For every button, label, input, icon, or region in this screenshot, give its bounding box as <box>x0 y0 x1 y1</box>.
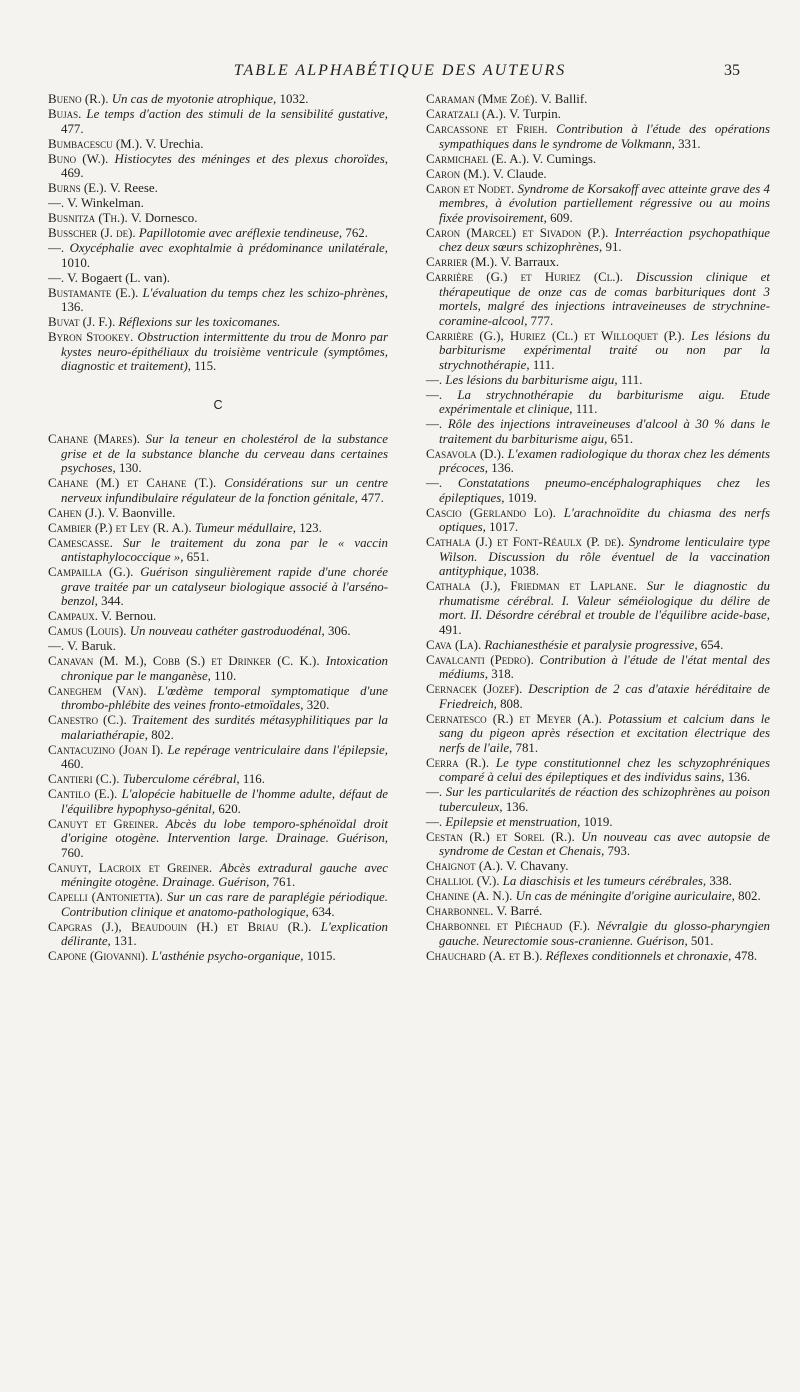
entry-reference: 460. <box>61 757 84 771</box>
index-entry <box>48 787 388 816</box>
entry-reference: 136. <box>505 799 529 814</box>
index-entry <box>426 904 770 919</box>
entry-author: Cahen (J.). <box>48 505 105 520</box>
entry-title: L'œdème temporal symptomatique d'une thrombo-phlébite des veines fronto-etmoïdales, <box>61 683 388 712</box>
entry-reference: 306. <box>327 624 351 638</box>
entry-author: Cerra (R.). <box>426 755 490 770</box>
entry-reference: 1010. <box>61 255 91 270</box>
entry-author: Carcassone et Frieh. <box>426 122 548 136</box>
index-entry <box>426 122 770 151</box>
entry-author: Caratzali (A.). <box>426 107 507 121</box>
entry-author: Buvat (J. F.). <box>48 315 116 329</box>
entry-title: Syndrome lenticulaire type Wilson. Discussion du rôle éventuel de la vaccination antityphique, <box>439 535 771 578</box>
entry-reference: 762. <box>345 226 368 240</box>
entry-author: —. <box>426 372 443 387</box>
entry-title: Description de 2 cas d'ataxie héréditaire de Friedreich, <box>439 682 770 711</box>
entry-reference: V. Dornesco. <box>130 211 198 225</box>
entry-title: L'explication délirante, <box>61 919 388 948</box>
entry-title: Rachianesthésie et paralysie progressive, <box>484 637 698 652</box>
entry-reference: 781. <box>515 740 539 755</box>
index-entry <box>426 329 770 373</box>
entry-reference: V. Reese. <box>109 181 158 195</box>
entry-title: Potassium et calcium dans le sang du pigeon après résection et excitation électrique des nerfs de l'aile, <box>439 711 770 755</box>
index-entry <box>426 579 770 637</box>
index-entry <box>426 653 770 682</box>
index-entry <box>426 506 770 535</box>
entry-author: Cathala (J.) et Font-Réaulx (P. de). <box>426 535 625 549</box>
index-entry <box>48 624 388 639</box>
entry-author: Buno (W.). <box>48 151 109 166</box>
entry-author: Cantilo (E.). <box>48 787 118 801</box>
entry-author: Carrier (M.). <box>426 255 498 269</box>
entry-reference: 320. <box>306 698 330 712</box>
entry-author: Charbonnel et Piéchaud (F.). <box>426 919 591 933</box>
entry-author: Burns (E.). <box>48 181 107 195</box>
entry-title: Tumeur médullaire, <box>194 520 297 535</box>
entry-reference: 793. <box>607 844 631 858</box>
entry-author: Chanine (A. N.). <box>426 889 513 903</box>
entry-title: Sur le diagnostic du rhumatisme cérébral. I. Valeur séméiologique du délire de mort. II. Désordre cérébral et trouble de l'équilibre acide-base, <box>439 579 771 622</box>
entry-reference: 1032. <box>279 92 309 106</box>
entry-reference: 609. <box>550 210 573 225</box>
page-header <box>0 62 800 84</box>
entry-title: Histiocytes des méninges et des plexus choroïdes, <box>114 151 388 166</box>
entry-author: Campaux. <box>48 609 99 623</box>
index-entry <box>48 241 388 270</box>
entry-reference: 477. <box>61 121 84 136</box>
right-column <box>426 92 770 964</box>
index-entry <box>426 476 770 505</box>
entry-reference: V. Claude. <box>492 166 547 181</box>
entry-title: Un nouveau cas avec autopsie de syndrome de Cestan et Chenais, <box>439 829 770 858</box>
entry-reference: 469. <box>61 166 84 180</box>
index-entry <box>48 684 388 713</box>
entry-title: Epilepsie et menstruation, <box>445 814 581 829</box>
index-entry <box>426 682 770 711</box>
entry-author: Carrière (G.), Huriez (Cl.) et Willoquet (P.). <box>426 328 685 343</box>
entry-title: Les lésions du barbiturisme aigu, <box>445 372 618 387</box>
entry-author: Chauchard (A. et B.). <box>426 948 543 963</box>
left-column <box>48 92 388 964</box>
entry-title: Sur la teneur en cholestérol de la substance grise et de la substance blanche du cerveau dans certaines psychoses, <box>61 432 388 475</box>
entry-reference: 651. <box>186 550 210 564</box>
index-entry <box>426 859 770 874</box>
entry-list-c <box>48 432 388 964</box>
entry-author: Campailla (G.). <box>48 565 134 579</box>
entry-title: Les lésions du barbiturisme expérimental traité ou non par la strychnothérapie, <box>439 328 770 372</box>
entry-author: Cantacuzino (Joan I). <box>48 742 164 757</box>
entry-author: Bueno (R.). <box>48 92 109 106</box>
entry-reference: 620. <box>218 801 241 816</box>
entry-reference: 491. <box>439 622 462 637</box>
entry-reference: 808. <box>500 696 523 711</box>
entry-author: —. <box>426 476 443 490</box>
entry-reference: 1019. <box>583 814 613 829</box>
entry-author: Camescasse. <box>48 535 113 550</box>
entry-author: Canestro (C.). <box>48 713 127 727</box>
entry-author: Caneghem (Van). <box>48 683 147 698</box>
index-entry <box>48 743 388 772</box>
entry-title: Syndrome de Korsakoff avec atteinte grave des 4 membres, à évolution partiellement régressive ou au moins fixée provisoirement, <box>439 181 770 225</box>
entry-reference: 1038. <box>509 564 539 578</box>
entry-reference: 318. <box>491 667 514 681</box>
entry-author: —. <box>426 417 443 431</box>
index-entry <box>426 182 770 226</box>
index-entry <box>48 271 388 286</box>
entry-title: Sur le traitement du zona par le « vaccin antistaphylococcique », <box>61 535 388 564</box>
index-entry <box>48 92 388 107</box>
index-entry <box>48 536 388 565</box>
entry-title: Considérations sur un centre nerveux infundibulaire régulateur de la fonction génitale, <box>61 476 388 505</box>
entry-reference: V. Winkelman. <box>67 196 144 210</box>
entry-reference: 760. <box>61 845 84 860</box>
entry-title: Le repérage ventriculaire dans l'épilepsie, <box>167 742 388 757</box>
entry-reference: 111. <box>532 357 555 372</box>
entry-author: Cantieri (C.). <box>48 772 120 786</box>
entry-title: Contribution à l'étude des opérations sympathiques dans le syndrome de Volkmann, <box>439 122 770 151</box>
entry-author: Capone (Giovanni). <box>48 949 149 963</box>
index-entry <box>426 417 770 446</box>
index-entry <box>426 712 770 756</box>
entry-reference: V. Urechia. <box>145 136 204 151</box>
entry-title: Tuberculome cérébral, <box>122 772 240 786</box>
entry-title: Un nouveau cathéter gastroduodénal, <box>129 624 325 638</box>
index-entry <box>48 861 388 890</box>
entry-title: La diaschisis et les tumeurs cérébrales, <box>502 874 707 888</box>
entry-title: Un cas de méningite d'origine auriculaire, <box>515 889 735 903</box>
entry-reference: 761. <box>272 875 296 889</box>
entry-reference: 654. <box>700 637 724 652</box>
index-entry <box>48 506 388 521</box>
entry-author: Casavola (D.). <box>426 446 505 461</box>
entry-reference: 111. <box>575 402 598 416</box>
entry-author: Carmichael (E. A.). <box>426 151 530 166</box>
index-entry <box>426 270 770 328</box>
entry-reference: V. Barré. <box>496 904 543 918</box>
entry-title: Le temps d'action des stimuli de la sensibilité gustative, <box>86 107 388 121</box>
entry-title: Sur les particularités de réaction des schizophrènes au poison tuberculeux, <box>439 785 770 814</box>
entry-author: —. <box>48 196 65 210</box>
entry-author: Cava (La). <box>426 637 482 652</box>
page-number: 35 <box>724 62 740 79</box>
index-entry <box>48 315 388 330</box>
index-entry <box>48 949 388 964</box>
index-entry <box>48 920 388 949</box>
index-entry <box>48 226 388 241</box>
index-entry <box>426 167 770 182</box>
entry-author: —. <box>426 387 443 402</box>
index-entry <box>48 890 388 919</box>
entry-title: Névralgie du glosso-pharyngien gauche. Neurectomie sous-cranienne. Guérison, <box>439 919 770 948</box>
entry-author: Canavan (M. M.), Cobb (S.) et Drinker (C. K.). <box>48 654 320 668</box>
entry-title: Constatations pneumo-encéphalographiques chez les épileptiques, <box>439 476 770 505</box>
entry-reference: 1017. <box>489 520 519 534</box>
entry-reference: 123. <box>299 520 322 535</box>
entry-title: L'arachnoïdite du chiasma des nerfs optiques, <box>439 505 770 534</box>
entry-title: Guérison singulièrement rapide d'une chorée grave traitée par un catalyseur biologique associé à l'arséno-benzol, <box>61 565 388 608</box>
entry-author: Capelli (Antonietta). <box>48 890 163 904</box>
entry-reference: V. Baruk. <box>67 639 116 653</box>
index-entry <box>426 756 770 785</box>
entry-author: Busscher (J. de). <box>48 226 136 240</box>
entry-title: Discussion clinique et thérapeutique de onze cas de comas barbituriques dont 3 mortels, malgré des injections intraveineuses de strychnine-coramine-alcool, <box>439 270 770 328</box>
index-entry <box>426 373 770 388</box>
entry-reference: 111. <box>620 372 643 387</box>
index-entry <box>48 211 388 226</box>
index-entry <box>426 874 770 889</box>
index-entry <box>48 330 388 374</box>
entry-title: L'évaluation du temps chez les schizo-phrènes, <box>142 285 388 300</box>
index-entry <box>48 817 388 861</box>
entry-reference: 777. <box>530 313 554 328</box>
entry-author: Carrière (G.) et Huriez (Cl.). <box>426 270 623 284</box>
entry-reference: 478. <box>734 948 758 963</box>
section-letter: C <box>213 397 223 412</box>
index-entry <box>426 638 770 653</box>
entry-author: Challiol (V.). <box>426 874 500 888</box>
entry-reference: 91. <box>605 240 622 254</box>
entry-title: Réflexions sur les toxicomanes. <box>118 315 281 329</box>
index-entry <box>48 181 388 196</box>
index-entry <box>426 107 770 122</box>
entry-author: —. <box>48 270 65 285</box>
entry-title: Le type constitutionnel chez les schyzophréniques comparé à celui des épileptiques et des individus sains, <box>439 755 770 784</box>
running-title: TABLE ALPHABÉTIQUE DES AUTEURS <box>233 62 567 79</box>
index-entry <box>426 830 770 859</box>
entry-list-right <box>426 92 770 963</box>
entry-reference: 1019. <box>507 490 537 505</box>
entry-author: Caraman (Mme Zoé). <box>426 92 538 106</box>
index-entry <box>426 785 770 814</box>
index-entry <box>426 255 770 270</box>
index-entry <box>48 286 388 315</box>
entry-author: Caron (M.). <box>426 166 490 181</box>
entry-reference: 136. <box>61 300 84 314</box>
index-entry <box>48 713 388 742</box>
entry-title: Rôle des injections intraveineuses d'alcool à 30 % dans le traitement du barbiturisme aigu, <box>439 417 770 446</box>
entry-reference: 130. <box>119 461 142 475</box>
entry-reference: V. Turpin. <box>509 107 561 121</box>
entry-author: Cascio (Gerlando Lo). <box>426 505 556 520</box>
entry-reference: 802. <box>738 889 761 903</box>
entry-reference: 110. <box>214 668 237 683</box>
entry-author: Cathala (J.), Friedman et Laplane. <box>426 579 637 593</box>
index-entry <box>426 535 770 579</box>
entry-reference: 115. <box>194 359 217 373</box>
entry-author: —. <box>426 814 443 829</box>
entry-reference: V. Ballif. <box>540 92 588 106</box>
entry-reference: 338. <box>709 874 732 888</box>
entry-reference: V. Barraux. <box>500 255 560 269</box>
entry-author: Cernatesco (R.) et Meyer (A.). <box>426 711 602 726</box>
index-entry <box>426 152 770 167</box>
index-entry <box>48 196 388 211</box>
entry-author: Bustamante (E.). <box>48 285 139 300</box>
entry-author: Bujas. <box>48 107 82 121</box>
entry-title: Abcès du lobe temporo-sphénoïdal droit d'origine otogène. Intervention large. Drainage. Guérison, <box>61 816 388 845</box>
entry-reference: 344. <box>101 594 124 608</box>
entry-author: Charbonnel. <box>426 904 494 918</box>
entry-reference: 802. <box>151 727 174 742</box>
entry-list-b <box>48 92 388 374</box>
index-entry <box>426 388 770 417</box>
entry-author: —. <box>426 785 443 799</box>
entry-author: Chaignot (A.). <box>426 859 504 873</box>
entry-title: Contribution à l'étude de l'état mental des médiums, <box>439 652 770 681</box>
entry-reference: 501. <box>690 933 714 948</box>
entry-reference: 136. <box>727 770 751 784</box>
index-entry <box>48 639 388 654</box>
index-entry <box>48 609 388 624</box>
entry-title: Interréaction psychopathique chez deux sœurs schizophrènes, <box>439 225 770 254</box>
index-entry <box>426 889 770 904</box>
entry-reference: 651. <box>610 431 634 446</box>
entry-title: La strychnothérapie du barbiturisme aigu. Etude expérimentale et clinique, <box>439 387 770 416</box>
entry-reference: V. Bernou. <box>101 609 157 623</box>
entry-author: —. <box>48 639 65 653</box>
entry-reference: 1015. <box>306 949 336 963</box>
index-entry <box>426 919 770 948</box>
index-entry <box>426 815 770 830</box>
index-entry <box>48 772 388 787</box>
index-entry <box>48 137 388 152</box>
entry-reference: V. Chavany. <box>506 859 569 873</box>
index-entry <box>426 226 770 255</box>
entry-author: Cavalcanti (Pedro). <box>426 652 534 667</box>
index-entry <box>48 432 388 476</box>
index-entry <box>48 521 388 536</box>
entry-author: Cernacek (Jozef). <box>426 682 523 696</box>
entry-title: Intoxication chronique par le manganèse, <box>61 654 388 683</box>
entry-title: L'asthénie psycho-organique, <box>151 949 304 963</box>
index-entry <box>48 152 388 181</box>
entry-title: Papillotomie avec aréflexie tendineuse, <box>138 226 343 240</box>
index-entry <box>48 654 388 683</box>
entry-author: Byron Stookey. <box>48 330 134 344</box>
entry-reference: V. Bogaert (L. van). <box>67 270 170 285</box>
entry-author: Cahane (M.) et Cahane (T.). <box>48 476 217 490</box>
entry-reference: 136. <box>491 461 514 475</box>
entry-reference: 477. <box>361 490 384 505</box>
entry-author: Cestan (R.) et Sorel (R.). <box>426 829 575 844</box>
entry-author: —. <box>48 241 65 255</box>
entry-reference: V. Cumings. <box>532 151 597 166</box>
index-entry <box>48 565 388 609</box>
entry-author: Busnitza (Th.). <box>48 211 128 225</box>
entry-reference: 634. <box>312 904 335 919</box>
entry-author: Cahane (Mares). <box>48 432 141 446</box>
entry-title: Réflexes conditionnels et chronaxie, <box>545 948 732 963</box>
entry-reference: V. Baonville. <box>107 505 176 520</box>
entry-title: Abcès extradural gauche avec méningite otogène. Drainage. Guérison, <box>61 860 388 889</box>
entry-author: Canuyt et Greiner. <box>48 816 159 831</box>
entry-title: Obstruction intermittente du trou de Monro par kystes neuro-épithéliaux du troisième ventricule (symptômes, diagnostic et traitement), <box>61 330 388 373</box>
entry-author: Camus (Louis). <box>48 624 127 638</box>
entry-author: Caron et Nodet. <box>426 181 515 196</box>
entry-reference: 116. <box>242 772 265 786</box>
index-entry <box>426 92 770 107</box>
index-entry <box>426 949 770 964</box>
entry-reference: 131. <box>114 934 137 948</box>
entry-title: Un cas de myotonie atrophique, <box>111 92 277 106</box>
entry-author: Caron (Marcel) et Sivadon (P.). <box>426 225 609 240</box>
index-entry <box>48 476 388 505</box>
index-entry <box>426 447 770 476</box>
entry-title: L'examen radiologique du thorax chez les déments précoces, <box>439 446 770 475</box>
entry-title: Sur un cas rare de paraplégie périodique. Contribution clinique et anatomo-pathologique, <box>61 890 388 919</box>
entry-author: Cambier (P.) et Ley (R. A.). <box>48 520 192 535</box>
entry-title: Oxycéphalie avec exophtalmie à prédominance unilatérale, <box>69 241 388 255</box>
entry-author: Bumbacescu (M.). <box>48 136 143 151</box>
entry-title: L'alopécie habituelle de l'homme adulte, défaut de l'équilibre hypophyso-génital, <box>61 787 388 816</box>
entry-reference: 331. <box>678 136 701 151</box>
entry-title: Traitement des surdités métasyphilitiques par la malariathérapie, <box>61 713 388 742</box>
entry-author: Capgras (J.), Beaudouin (H.) et Briau (R.). <box>48 919 312 934</box>
entry-author: Canuyt, Lacroix et Greiner. <box>48 860 213 875</box>
index-entry <box>48 107 388 136</box>
